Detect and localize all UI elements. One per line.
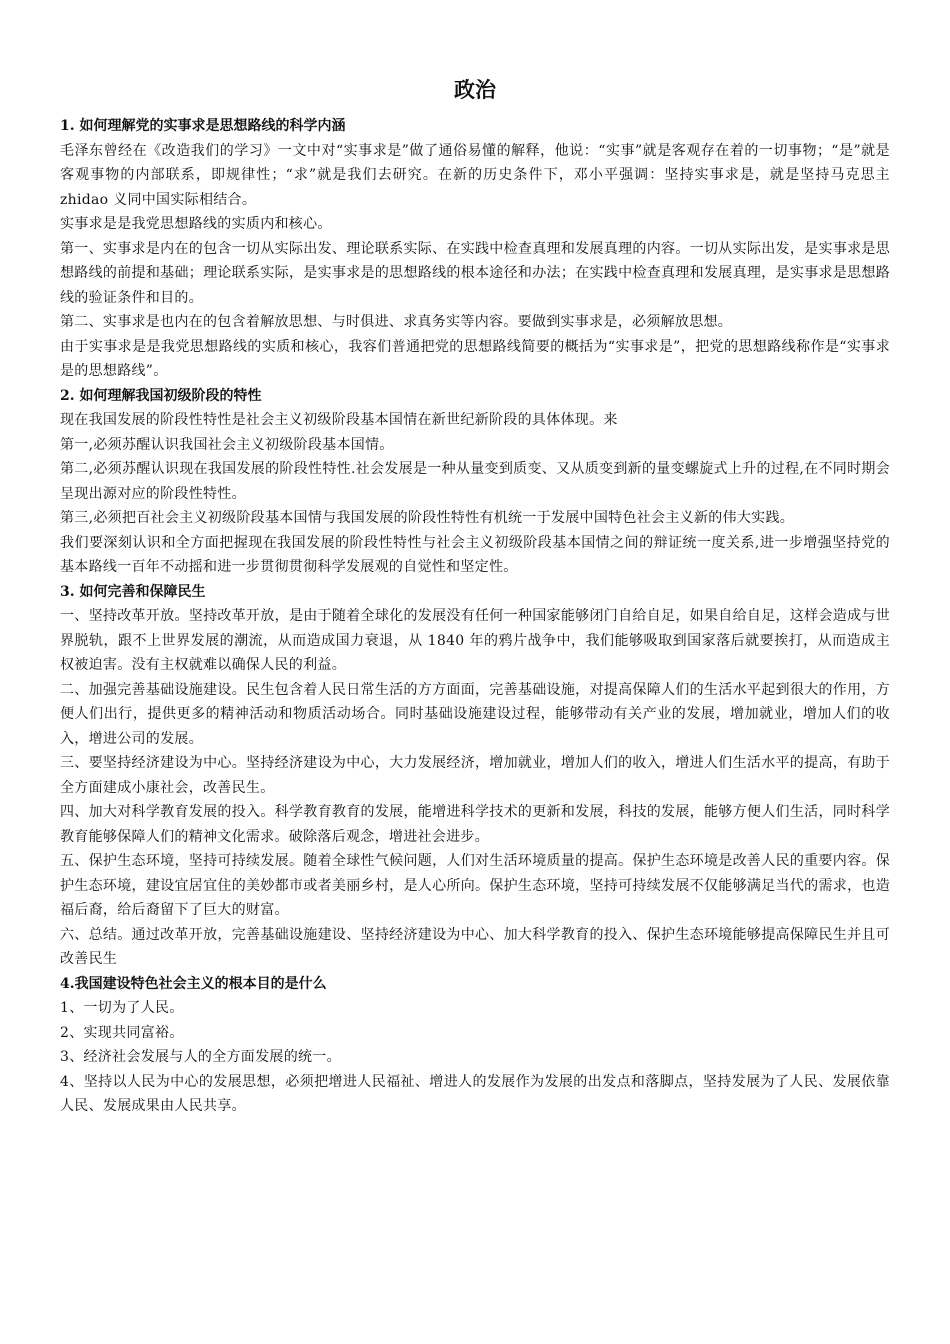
list-item: 2、实现共同富裕。 xyxy=(60,1024,184,1041)
paragraph: 五、保护生态环境，坚持可持续发展。随着全球性气候问题，人们对生活环境质量的提高。保护生态环境是改善人民的重要内容。保护生态环境，建设宜居宜住的美妙都市或者美丽乡村，是人心所向。保护生态环境，坚持可持续发展不仅能够满足当代的需求，也造福后裔，给后裔留下了巨大的财富。 xyxy=(60,853,890,918)
paragraph: 第三,必须把百社会主义初级阶段基本国情与我国发展的阶段性特性有机统一于发展中国特色社会主义新的伟大实践。 xyxy=(60,510,795,526)
paragraph: 由于实事求是是我党思想路线的实质和核心，我容们普通把党的思想路线简要的概括为“实事求是”，把党的思想路线称作是“实事求是的思想路线”。 xyxy=(60,338,890,379)
list-item: 3、经济社会发展与人的全方面发展的统一。 xyxy=(60,1049,341,1065)
section-4 xyxy=(60,972,890,1119)
section-3 xyxy=(60,580,890,972)
paragraph: 毛泽东曾经在《改造我们的学习》一文中对“实事求是”做了通俗易懂的解释，他说：“实事”就是客观存在着的一切事物；“是”就是客观事物的内部联系，即规律性；“求”就是我们去研究。在新的历史条件下，邓小平强调：坚持实事求是，就是坚持马克思主 zhidao 义同中国实际相结合。 xyxy=(60,142,890,208)
paragraph: 三、要坚持经济建设为中心。坚持经济建设为中心，大力发展经济，增加就业，增加人们的收入，增进人们生活水平的提高，有助于全方面建成小康社会，改善民生。 xyxy=(60,755,890,796)
paragraph: 第一、实事求是内在的包含一切从实际出发、理论联系实际、在实践中检查真理和发展真理的内容。一切从实际出发，是实事求是思想路线的前提和基础；理论联系实际，是实事求是的思想路线的根本途径和办法；在实践中检查真理和发展真理，是实事求是思想路线的验证条件和目的。 xyxy=(60,240,890,306)
list-item: 4、坚持以人民为中心的发展思想，必须把增进人民福祉、增进人的发展作为发展的出发点和落脚点，坚持发展为了人民、发展依靠人民、发展成果由人民共享。 xyxy=(60,1073,890,1114)
paragraph: 第二、实事求是也内在的包含着解放思想、与时俱进、求真务实等内容。要做到实事求是，必须解放思想。 xyxy=(60,314,733,330)
paragraph: 我们要深刻认识和全方面把握现在我国发展的阶段性特性与社会主义初级阶段基本国情之间的辩证统一度关系,进一步增强坚持党的基本路线一百年不动摇和进一步贯彻贯彻科学发展观的自觉性和坚定性。 xyxy=(60,534,890,575)
section-heading: 3. 如何完善和保障民生 xyxy=(60,583,206,600)
list-item: 1、一切为了人民。 xyxy=(60,1000,184,1016)
section-1 xyxy=(60,114,890,384)
paragraph: 六、总结。通过改革开放，完善基础设施建设、坚持经济建设为中心、加大科学教育的投入、保护生态环境能够提高保障民生并且可改善民生 xyxy=(60,926,890,967)
document-page xyxy=(60,70,890,1119)
paragraph: 实事求是是我党思想路线的实质内和核心。 xyxy=(60,216,332,232)
paragraph: 一、坚持改革开放。坚持改革开放，是由于随着全球化的发展没有任何一种国家能够闭门自给自足，如果自给自足，这样会造成与世界脱轨，跟不上世界发展的潮流，从而造成国力衰退，从 1840 年的鸦片战争中，我们能够吸取到国家落后就要挨打，从而造成主权被迫害。没有主权就难以确保人民的利益。 xyxy=(60,608,890,673)
document-title: 政治 xyxy=(454,77,496,102)
paragraph: 第二,必须苏醒认识现在我国发展的阶段性特性.社会发展是一种从量变到质变、又从质变到新的量变螺旋式上升的过程,在不同时期会呈现出源对应的阶段性特性。 xyxy=(60,461,890,502)
section-heading: 1. 如何理解党的实事求是思想路线的科学内涵 xyxy=(60,118,346,134)
paragraph: 二、加强完善基础设施建设。民生包含着人民日常生活的方方面面，完善基础设施，对提高保障人们的生活水平起到很大的作用，方便人们出行，提供更多的精神活动和物质活动场合。同时基础设施建设过程，能够带动有关产业的发展，增加就业，增加人们的收入，增进公司的发展。 xyxy=(60,681,890,747)
paragraph: 现在我国发展的阶段性特性是社会主义初级阶段基本国情在新世纪新阶段的具体体现。来 xyxy=(60,412,618,428)
section-heading: 2. 如何理解我国初级阶段的特性 xyxy=(60,387,262,404)
paragraph: 四、加大对科学教育发展的投入。科学教育教育的发展，能增进科学技术的更新和发展，科技的发展，能够方便人们生活，同时科学教育能够保障人们的精神文化需求。破除落后观念，增进社会进步。 xyxy=(60,804,890,845)
section-heading: 4.我国建设特色社会主义的根本目的是什么 xyxy=(60,975,327,992)
section-2 xyxy=(60,384,890,580)
paragraph: 第一,必须苏醒认识我国社会主义初级阶段基本国情。 xyxy=(60,436,394,453)
